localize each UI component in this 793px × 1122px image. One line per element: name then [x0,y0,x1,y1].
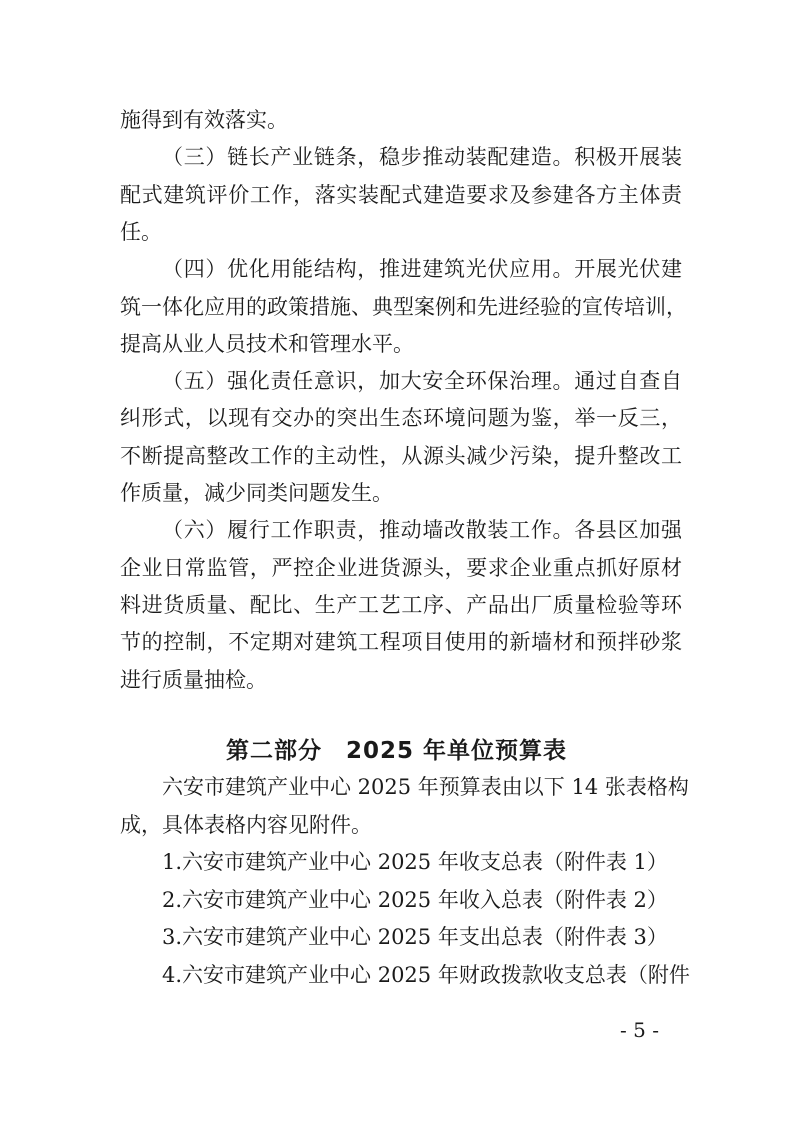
text-line: 料进货质量、配比、生产工艺工序、产品出厂质量检验等环 [120,592,682,617]
text-line: 企业日常监管，严控企业进货源头，要求企业重点抓好原材 [120,555,682,580]
text-line: （四）优化用能结构，推进建筑光伏应用。开展光伏建 [162,257,682,282]
text-line: 2.六安市建筑产业中心 2025 年收入总表（附件表 2） [162,887,668,912]
text-line: （五）强化责任意识，加大安全环保治理。通过自查自 [162,369,682,394]
text-line: 进行质量抽检。 [120,667,267,692]
text-line: 配式建筑评价工作，落实装配式建造要求及参建各方主体责 [120,182,682,207]
text-line: 不断提高整改工作的主动性，从源头减少污染，提升整改工 [120,443,682,468]
text-line: （六）履行工作职责，推动墙改散装工作。各县区加强 [162,518,682,543]
text-line: 筑一体化应用的政策措施、典型案例和先进经验的宣传培训， [120,294,687,319]
text-line: 成，具体表格内容见附件。 [120,812,372,837]
text-line: 1.六安市建筑产业中心 2025 年收支总表（附件表 1） [162,850,668,875]
section-heading: 第二部分 2025 年单位预算表 [225,738,568,764]
text-line: 作质量，减少同类问题发生。 [120,481,393,505]
page-number: - 5 - [620,1018,659,1042]
text-line: 4.六安市建筑产业中心 2025 年财政拨款收支总表（附件 [162,963,690,987]
text-line: 施得到有效落实。 [120,108,288,132]
text-line: 纠形式，以现有交办的突出生态环境问题为鉴，举一反三， [120,406,682,431]
text-line: 提高从业人员技术和管理水平。 [120,331,414,356]
text-line: 3.六安市建筑产业中心 2025 年支出总表（附件表 3） [162,925,668,950]
text-line: （三）链长产业链条，稳步推动装配建造。积极开展装 [162,145,682,170]
text-line: 六安市建筑产业中心 2025 年预算表由以下 14 张表格构 [162,775,689,799]
text-line: 任。 [120,219,162,244]
text-line: 节的控制，不定期对建筑工程项目使用的新墙材和预拌砂浆 [120,630,682,655]
